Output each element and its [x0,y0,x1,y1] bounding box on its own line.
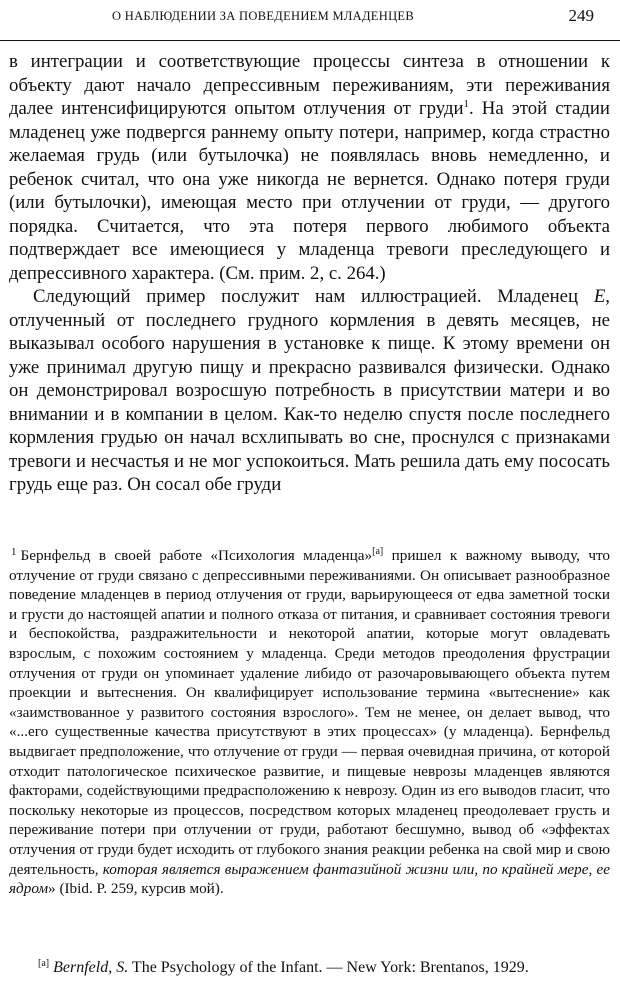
footnote-italic-text: которая является выражением фантазийной жизни или, по крайней мере, ее ядром [9,860,610,898]
running-title: О НАБЛЮДЕНИИ ЗА ПОВЕДЕНИЕМ МЛАДЕНЦЕВ [112,9,414,23]
body-paragraph [9,285,610,497]
bibliography-author: Bernfeld, S. [53,959,129,976]
infant-letter: E [593,286,606,307]
footnote-number: 1 [11,546,17,558]
page-number: 249 [568,6,594,25]
bibliography-note [38,954,610,978]
footnote-text: Бернфельд в своей работе «Психология младенца» [20,547,373,564]
footnote-source-mark: [a] [372,546,384,557]
body-text: , отлученный от последнего грудного кормления в девять месяцев, не выказывал особого нарушения в установке к пище. К этому времени он уже принимал другую пищу и прекрасно развивался физически. Однако он демонстрировал возросшую потребность в присутствии матери и во внимании и в компании в целом. Как-то неделю спустя после последнего кормления грудью он начал всхлипывать во сне, проснулся с признаками тревоги и несчастья и не мог успокоиться. Мать решила дать ему пососать грудь еще раз. Он сосал обе груди [9,286,610,495]
footnote-paragraph [9,542,610,899]
footnote-reference: 1 [463,98,470,110]
body-text: в интеграции и соответствующие процессы синтеза в отношении к объекту дают начало депрессивным переживаниям, эти переживания далее интенсифицируются опытом отлучения от груди [9,51,610,119]
footnote-text: » (Ibid. P. 259, курсив мой). [48,880,224,898]
body-text: Следующий пример послужит нам иллюстрацией. Младенец [33,286,594,307]
footnote-text: пришел к важному выводу, что отлучение от груди связано с депрессивными переживаниями. Он описывает разнообразное поведение младенцев в период отлучения от груди, варьирующееся от едва заметной тоски и грусти до настоящей апатии и полного отказа от питания, и сравнивает состояния тревоги и беспокойства, раздражительности и некоторой апатии, которые могут овладевать взрослым, с похожим состоянием у младенца. Среди методов преодоления фрустрации отлучения от груди он упоминает удаление либидо от разочаровывающего объекта путем проекции и вытеснения. Он квалифицирует использование термина «вытеснение» как «заимствованное у развитого состояния взрослого». Тем не менее, он делает вывод, что «...его существенные качества присутствуют в этих процессах» (у младенца). Бернфельд выдвигает предположение, что отлучение от груди — первая очевидная причина, от которой отходит патологическое психическое развитие, и пищевые неврозы младенцев являются факторами, содействующими предрасположению к неврозу. Один из его выводов гласит, что поскольку некоторые из процессов, посредством которых младенец преодолевает грусть и переживание потери при отлучении от груди, работают бесшумно, вывод об «эффектах отлучения от груди будет исходить от глубокого знания реакции ребенка на свой мир и свою деятельность, [9,547,610,878]
running-header [0,0,620,41]
main-text [9,50,610,497]
body-paragraph [9,50,610,285]
bibliography-text: The Psychology of the Infant. — New York: Brentanos, 1929. [128,959,529,976]
body-text: . На этой стадии младенец уже подвергся раннему опыту потери, например, когда страстно желаемая грудь (или бутылочка) не появлялась вновь немедленно, и ребенок считал, что она уже никогда не вернется. Однако потеря груди (или бутылочки), имеющая место при отлучении от груди, — другого порядка. Считается, что эта потеря первого любимого объекта подтверждает все имеющиеся у младенца тревоги преследующего и депрессивного характера. (См. прим. 2, с. 264.) [9,98,610,284]
bibliography-mark: [a] [38,958,50,969]
footnote [9,542,610,899]
